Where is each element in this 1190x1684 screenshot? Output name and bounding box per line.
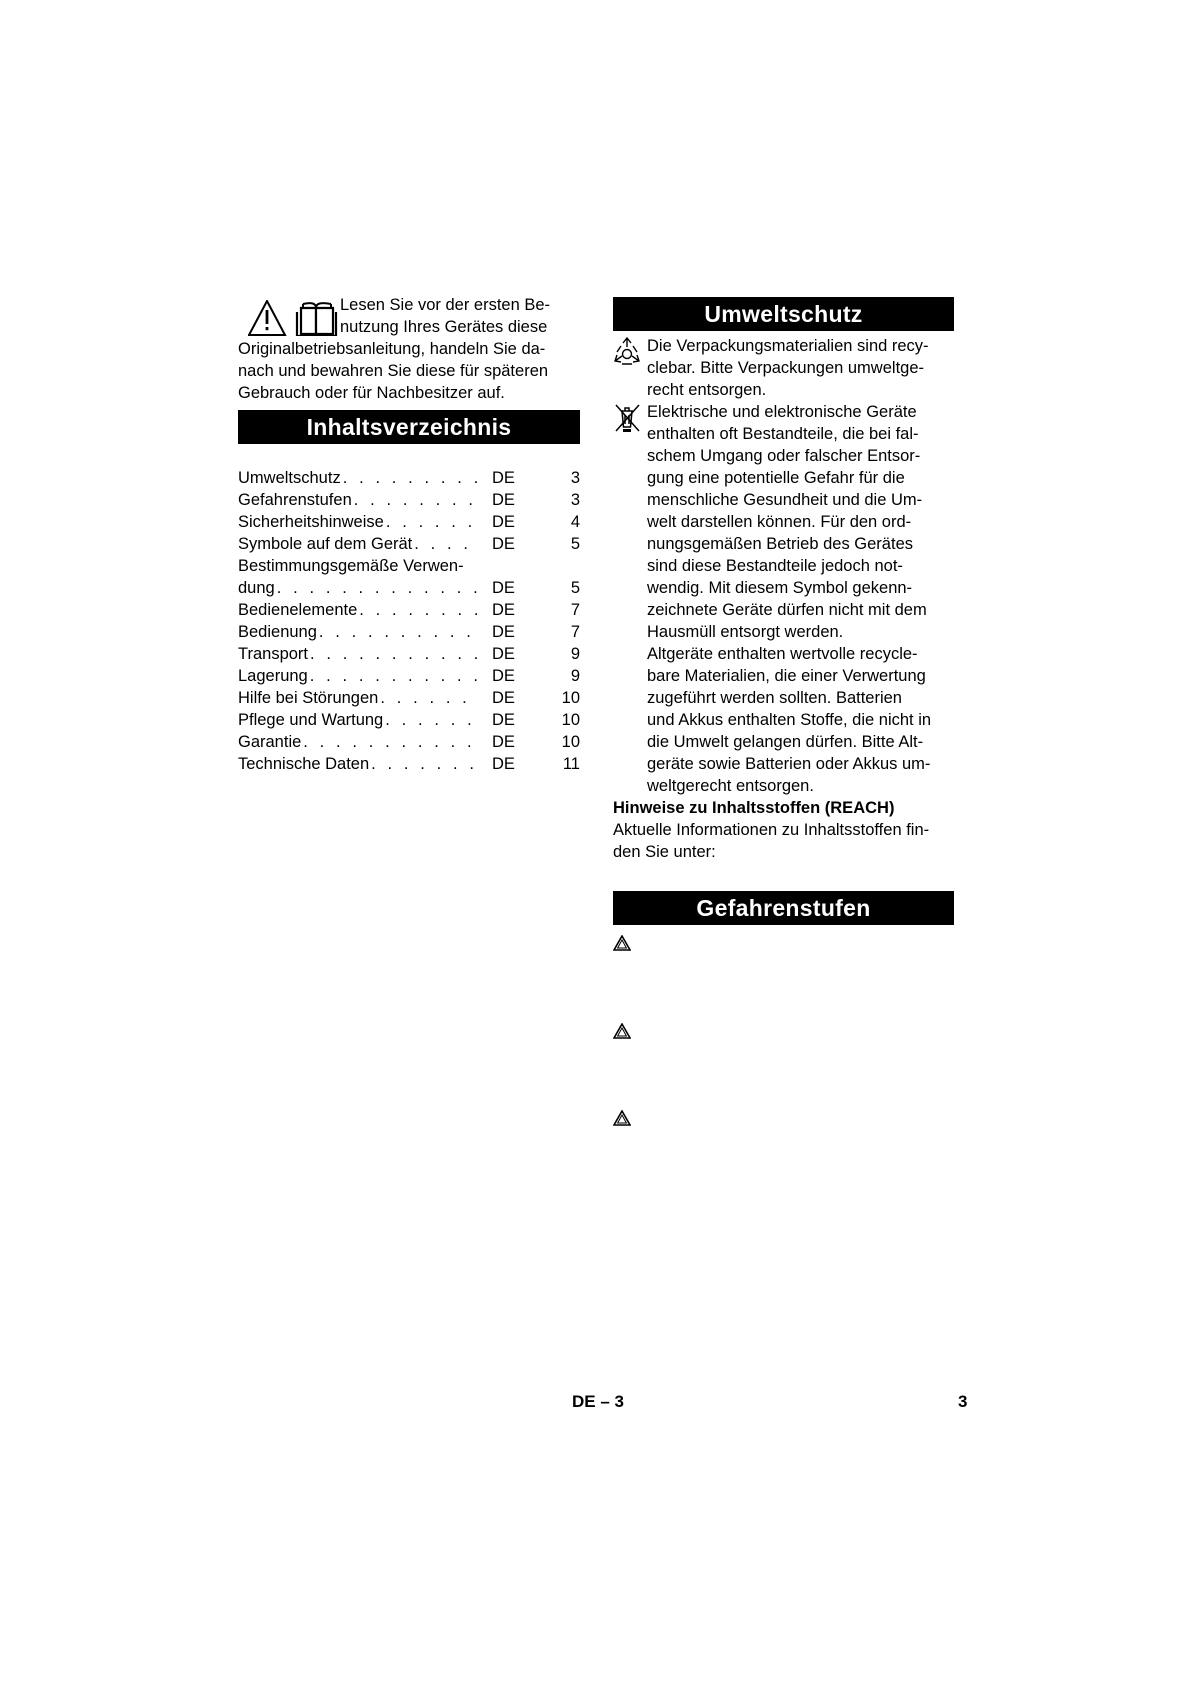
toc-leader-dots (412, 533, 480, 555)
paragraph-line: wendig. Mit diesem Symbol gekenn- (647, 579, 913, 597)
toc-entry-lang: DE (492, 733, 515, 751)
toc-entry-title: Garantie (238, 733, 302, 751)
toc-entry-title: Symbole auf dem Gerät (238, 535, 413, 553)
toc-leader-dots (357, 599, 480, 621)
paragraph-line: Die Verpackungsmaterialien sind recy- (647, 337, 929, 355)
toc-entry-page: 5 (570, 579, 580, 597)
toc-entry-lang: DE (492, 535, 515, 553)
toc-entry[interactable] (238, 621, 580, 643)
toc-entry-page: 10 (561, 733, 580, 751)
page-number: 3 (958, 1392, 968, 1411)
toc-entry-page: 9 (570, 645, 580, 663)
toc-entry-lang: DE (492, 491, 515, 509)
toc-entry[interactable] (238, 687, 580, 709)
toc-entry-page: 9 (570, 667, 580, 685)
paragraph-line: welt darstellen können. Für den ord- (647, 513, 912, 531)
paragraph-line: gung eine potentielle Gefahr für die (647, 469, 905, 487)
toc-leader-dots (352, 489, 480, 511)
reach-line: Aktuelle Informationen zu Inhaltsstoffen fin- (613, 821, 930, 839)
toc-leader-dots (301, 731, 480, 753)
toc-entry-lang: DE (492, 579, 515, 597)
paragraph-line: Hausmüll entsorgt werden. (647, 623, 844, 641)
toc-entry-title: Transport (238, 645, 308, 663)
toc-leader-dots (308, 665, 480, 687)
toc-entry[interactable] (238, 467, 580, 489)
intro-line: Gebrauch oder für Nachbesitzer auf. (238, 384, 505, 402)
intro-line: nach und bewahren Sie diese für späteren (238, 362, 549, 380)
manual-book-icon (297, 303, 336, 336)
toc-entry-title: Bedienung (238, 623, 317, 641)
intro-icons (248, 300, 340, 336)
toc-entry-page: 5 (570, 535, 580, 553)
paragraph-line: schem Umgang oder falscher Entsor- (647, 447, 921, 465)
toc-leader-dots (378, 687, 480, 709)
reach-heading: Hinweise zu Inhaltsstoffen (REACH) (613, 799, 895, 817)
hazard-levels-list (613, 925, 954, 1145)
toc-entry-page: 11 (562, 755, 580, 773)
paragraph-line: geräte sowie Batterien oder Akkus um- (647, 755, 931, 773)
toc-entry-title: Bedienelemente (238, 601, 358, 619)
toc-entry-page: 7 (570, 623, 580, 641)
paragraph-line: clebar. Bitte Verpackungen umweltge- (647, 359, 924, 377)
toc-entry[interactable] (238, 665, 580, 687)
toc-entry-title: Umweltschutz (238, 469, 341, 487)
warning-triangle-icon (249, 301, 285, 335)
warning-triangle-icon (613, 935, 631, 951)
toc-entry-title: dung (238, 579, 275, 597)
recycling-icon (613, 337, 641, 367)
page-footer-label: DE – 3 (572, 1392, 624, 1411)
paragraph-line: zeichnete Geräte dürfen nicht mit dem (647, 601, 927, 619)
toc-entry-lang: DE (492, 601, 515, 619)
paragraph-line: Elektrische und elektronische Geräte (647, 403, 917, 421)
toc-entry[interactable] (238, 489, 580, 511)
paragraph-line: nungsgemäßen Betrieb des Gerätes (647, 535, 913, 553)
warning-triangle-icon (613, 1023, 631, 1039)
toc-entry-lang: DE (492, 513, 515, 531)
toc-entry-title-first-line: Bestimmungsgemäße Verwen- (238, 557, 464, 575)
crossed-out-bin-icon (613, 403, 641, 433)
toc-entry-page: 3 (570, 469, 580, 487)
paragraph-line: Altgeräte enthalten wertvolle recycle- (647, 645, 918, 663)
toc-entry-page: 3 (570, 491, 580, 509)
toc-entry-page: 7 (570, 601, 580, 619)
toc-leader-dots (384, 511, 480, 533)
environment-heading: Umweltschutz (613, 297, 954, 331)
toc-leader-dots (369, 753, 480, 775)
toc-entry-title: Sicherheitshinweise (238, 513, 384, 531)
toc-entry-lang: DE (492, 667, 515, 685)
toc-entry-title: Lagerung (238, 667, 308, 685)
toc-entry-page: 10 (561, 711, 580, 729)
toc-heading: Inhaltsverzeichnis (238, 410, 580, 444)
intro-line: nutzung Ihres Gerätes diese (340, 318, 548, 336)
paragraph-line: die Umwelt gelangen dürfen. Bitte Alt- (647, 733, 924, 751)
recycling-paragraph (613, 335, 954, 401)
intro-line: Originalbetriebsanleitung, handeln Sie da- (238, 340, 546, 358)
reach-line: den Sie unter: (613, 843, 716, 861)
table-of-contents (238, 467, 580, 775)
hazard-levels-heading: Gefahrenstufen (613, 891, 954, 925)
toc-entry-page: 4 (570, 513, 580, 531)
toc-entry-title: Hilfe bei Störungen (238, 689, 379, 707)
toc-leader-dots (341, 467, 480, 489)
paragraph-line: recht entsorgen. (647, 381, 767, 399)
warning-triangle-icon (613, 1110, 631, 1126)
paragraph-line: zugeführt werden sollten. Batterien (647, 689, 902, 707)
toc-entry-lang: DE (492, 755, 515, 773)
toc-leader-dots (383, 709, 480, 731)
paragraph-line: weltgerecht entsorgen. (647, 777, 814, 795)
paragraph-line: bare Materialien, die einer Verwertung (647, 667, 926, 685)
toc-leader-dots (275, 577, 480, 599)
toc-entry[interactable] (238, 643, 580, 665)
toc-entry-title: Pflege und Wartung (238, 711, 384, 729)
toc-entry[interactable] (238, 511, 580, 533)
toc-entry-title: Gefahrenstufen (238, 491, 352, 509)
toc-entry[interactable] (238, 577, 580, 599)
toc-entry-lang: DE (492, 711, 515, 729)
intro-notice (238, 294, 580, 404)
right-column (613, 297, 954, 1145)
toc-entry[interactable] (238, 533, 580, 555)
toc-leader-dots (308, 643, 480, 665)
toc-entry[interactable] (238, 753, 580, 775)
paragraph-line: sind diese Bestandteile jedoch not- (647, 557, 903, 575)
toc-entry-lang: DE (492, 645, 515, 663)
toc-entry[interactable] (238, 709, 580, 731)
paragraph-line: und Akkus enthalten Stoffe, die nicht in (647, 711, 932, 729)
electronics-paragraph (613, 401, 954, 797)
toc-entry-title: Technische Daten (238, 755, 370, 773)
toc-entry[interactable] (238, 731, 580, 753)
paragraph-line: menschliche Gesundheit und die Um- (647, 491, 923, 509)
left-column (238, 294, 580, 775)
toc-entry-page: 10 (561, 689, 580, 707)
intro-line: Lesen Sie vor der ersten Be- (340, 296, 551, 314)
toc-entry-lang: DE (492, 689, 515, 707)
toc-entry-lang: DE (492, 623, 515, 641)
toc-entry-lang: DE (492, 469, 515, 487)
paragraph-line: enthalten oft Bestandteile, die bei fal- (647, 425, 919, 443)
toc-entry[interactable] (238, 599, 580, 621)
toc-leader-dots (317, 621, 480, 643)
